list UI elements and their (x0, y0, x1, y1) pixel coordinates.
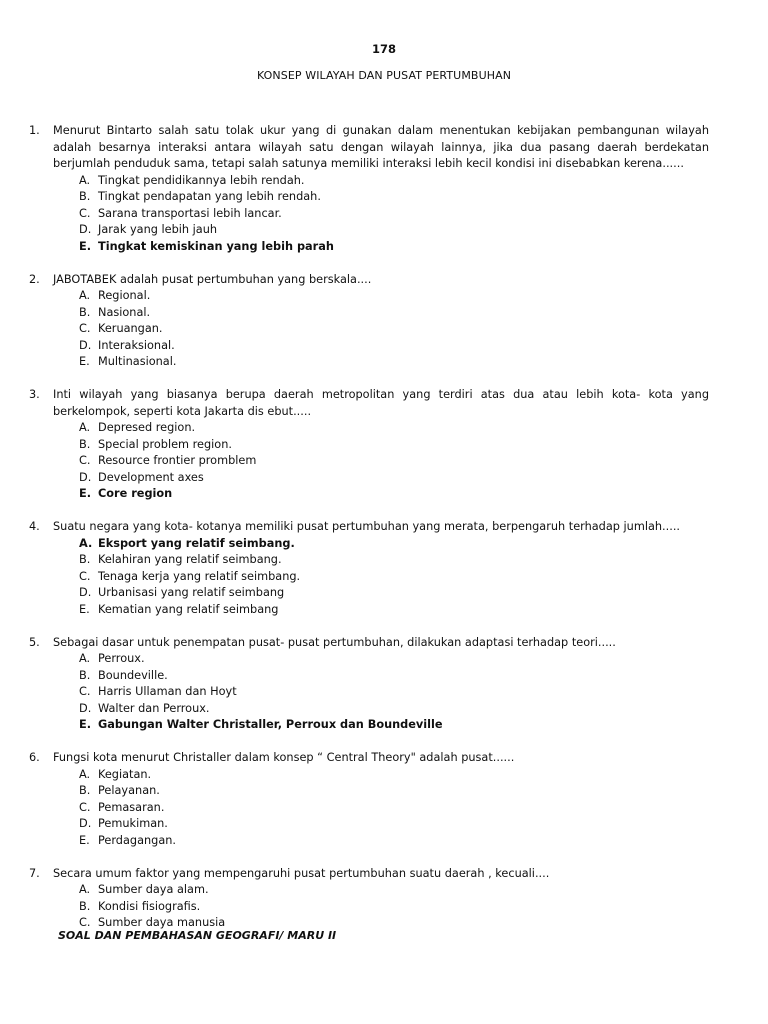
option-text: Depresed region. (98, 421, 196, 434)
option-text: Nasional. (98, 305, 151, 319)
option-c (79, 206, 709, 223)
option-text: Tenaga kerja yang relatif seimbang. (98, 569, 301, 583)
option-d (79, 470, 709, 487)
question-3 (29, 387, 709, 503)
question-5 (29, 635, 709, 734)
question-row (29, 123, 709, 173)
option-b (79, 783, 709, 800)
question-number: 6. (29, 751, 40, 764)
question-text: Suatu negara yang kota- kotanya memiliki pusat pertumbuhan yang merata, berpengaruh terhadap jumlah..... (53, 520, 681, 533)
option-letter: B. (79, 437, 91, 451)
option-c (79, 684, 709, 701)
option-letter: E. (79, 833, 90, 847)
option-text: Special problem region. (98, 437, 232, 451)
option-letter: B. (79, 784, 91, 797)
option-a (79, 288, 709, 305)
question-2 (29, 272, 709, 371)
option-letter: C. (79, 569, 91, 583)
question-list (29, 123, 709, 948)
option-text: Tingkat pendapatan yang lebih rendah. (98, 190, 321, 203)
option-text: Kondisi fisiografis. (98, 899, 201, 913)
option-text: Perroux. (98, 652, 145, 665)
option-letter: D. (79, 338, 92, 352)
question-row (29, 635, 709, 652)
answer-options (79, 288, 709, 371)
option-c (79, 453, 709, 470)
option-b (79, 305, 709, 322)
option-c (79, 569, 709, 586)
option-text: Harris Ullaman dan Hoyt (98, 685, 237, 698)
option-text: Keruangan. (98, 322, 163, 335)
option-a (79, 767, 709, 784)
option-text: Perdagangan. (98, 833, 176, 847)
option-letter: B. (79, 190, 91, 203)
option-letter: A. (79, 883, 91, 896)
option-b (79, 189, 709, 206)
option-letter: A. (79, 536, 93, 550)
option-d (79, 701, 709, 718)
question-7 (29, 866, 709, 932)
option-text: Pemukiman. (98, 817, 168, 830)
question-number: 5. (29, 635, 40, 649)
question-number: 1. (29, 124, 40, 137)
option-e (79, 717, 709, 734)
option-letter: C. (79, 322, 91, 335)
option-d (79, 816, 709, 833)
option-text: Core region (98, 487, 173, 500)
option-text: Urbanisasi yang relatif seimbang (98, 586, 285, 599)
answer-options (79, 420, 709, 503)
option-text: Resource frontier promblem (98, 454, 257, 467)
option-c (79, 321, 709, 338)
option-letter: E. (79, 718, 92, 731)
option-d (79, 585, 709, 602)
question-row (29, 519, 709, 536)
option-letter: A. (79, 173, 91, 187)
option-letter: E. (79, 602, 90, 616)
question-text: Fungsi kota menurut Christaller dalam konsep “ Central Theory" adalah pusat...... (53, 751, 515, 764)
option-text: Boundeville. (98, 668, 168, 682)
option-a (79, 536, 709, 553)
answer-options (79, 651, 709, 734)
option-letter: E. (79, 487, 92, 500)
question-row (29, 750, 709, 767)
option-text: Jarak yang lebih jauh (98, 223, 218, 236)
question-text: Secara umum faktor yang mempengaruhi pusat pertumbuhan suatu daerah , kecuali.... (53, 866, 550, 880)
option-e (79, 486, 709, 503)
option-text: Gabungan Walter Christaller, Perroux dan Boundeville (98, 718, 443, 731)
option-letter: E. (79, 355, 90, 368)
option-text: Pemasaran. (98, 800, 165, 814)
question-number: 4. (29, 520, 40, 533)
option-text: Kematian yang relatif seimbang (98, 602, 279, 616)
option-b (79, 899, 709, 916)
option-letter: E. (79, 239, 92, 253)
question-number: 3. (29, 388, 40, 401)
question-number: 2. (29, 272, 40, 286)
option-letter: A. (79, 652, 91, 665)
question-text: JABOTABEK adalah pusat pertumbuhan yang berskala.... (53, 272, 372, 286)
option-letter: D. (79, 223, 92, 236)
footer-text: SOAL DAN PEMBAHASAN GEOGRAFI/ MARU II (58, 929, 337, 942)
question-text: Menurut Bintarto salah satu tolak ukur yang di gunakan dalam menentukan kebijakan pembangunan wilayah adalah besarnya interaksi antara wilayah satu dengan wilayah lainnya, jika dua pasang daerah berdekatan berjumlah penduduk sama, tetapi salah satunya memiliki interaksi lebih kecil kondisi ini disebabkan kerena...... (53, 124, 709, 170)
option-e (79, 602, 709, 619)
question-text: Inti wilayah yang biasanya berupa daerah metropolitan yang terdiri atas dua atau lebih kota- kota yang berkelompok, seperti kota Jakarta dis ebut..... (53, 388, 709, 418)
option-letter: D. (79, 470, 92, 484)
option-text: Eksport yang relatif seimbang. (98, 536, 295, 550)
document-title: KONSEP WILAYAH DAN PUSAT PERTUMBUHAN (256, 69, 512, 82)
option-b (79, 437, 709, 454)
option-e (79, 239, 709, 256)
option-a (79, 420, 709, 437)
question-1 (29, 123, 709, 255)
option-text: Kegiatan. (98, 767, 152, 781)
question-text: Sebagai dasar untuk penempatan pusat- pusat pertumbuhan, dilakukan adaptasi terhadap teori..... (53, 635, 616, 649)
option-d (79, 338, 709, 355)
option-letter: A. (79, 289, 91, 302)
option-letter: C. (79, 685, 91, 698)
option-text: Tingkat kemiskinan yang lebih parah (98, 239, 334, 253)
question-6 (29, 750, 709, 849)
option-e (79, 354, 709, 371)
option-text: Interaksional. (98, 338, 175, 352)
option-a (79, 173, 709, 190)
option-letter: C. (79, 800, 91, 814)
answer-options (79, 536, 709, 619)
option-letter: D. (79, 817, 92, 830)
option-letter: B. (79, 553, 91, 566)
option-text: Walter dan Perroux. (98, 701, 210, 715)
option-letter: C. (79, 916, 91, 929)
option-a (79, 882, 709, 899)
option-letter: C. (79, 206, 91, 220)
question-row (29, 272, 709, 289)
option-d (79, 222, 709, 239)
option-letter: B. (79, 305, 91, 319)
answer-options (79, 882, 709, 932)
option-text: Kelahiran yang relatif seimbang. (98, 553, 282, 566)
option-letter: B. (79, 668, 91, 682)
option-letter: D. (79, 586, 92, 599)
page-number: 178 (371, 42, 396, 56)
option-b (79, 552, 709, 569)
option-letter: B. (79, 899, 91, 913)
question-4 (29, 519, 709, 618)
option-text: Sumber daya alam. (98, 883, 209, 896)
option-letter: C. (79, 454, 91, 467)
option-text: Development axes (98, 470, 204, 484)
option-letter: A. (79, 421, 91, 434)
answer-options (79, 173, 709, 256)
option-letter: A. (79, 767, 91, 781)
option-a (79, 651, 709, 668)
option-text: Sumber daya manusia (98, 916, 226, 929)
option-c (79, 800, 709, 817)
option-letter: D. (79, 701, 92, 715)
option-e (79, 833, 709, 850)
question-number: 7. (29, 866, 40, 880)
option-text: Multinasional. (98, 355, 177, 368)
question-row (29, 387, 709, 420)
question-row (29, 866, 709, 883)
option-b (79, 668, 709, 685)
answer-options (79, 767, 709, 850)
option-text: Pelayanan. (98, 784, 160, 797)
option-text: Tingkat pendidikannya lebih rendah. (98, 173, 305, 187)
option-text: Sarana transportasi lebih lancar. (98, 206, 282, 220)
option-text: Regional. (98, 289, 151, 302)
